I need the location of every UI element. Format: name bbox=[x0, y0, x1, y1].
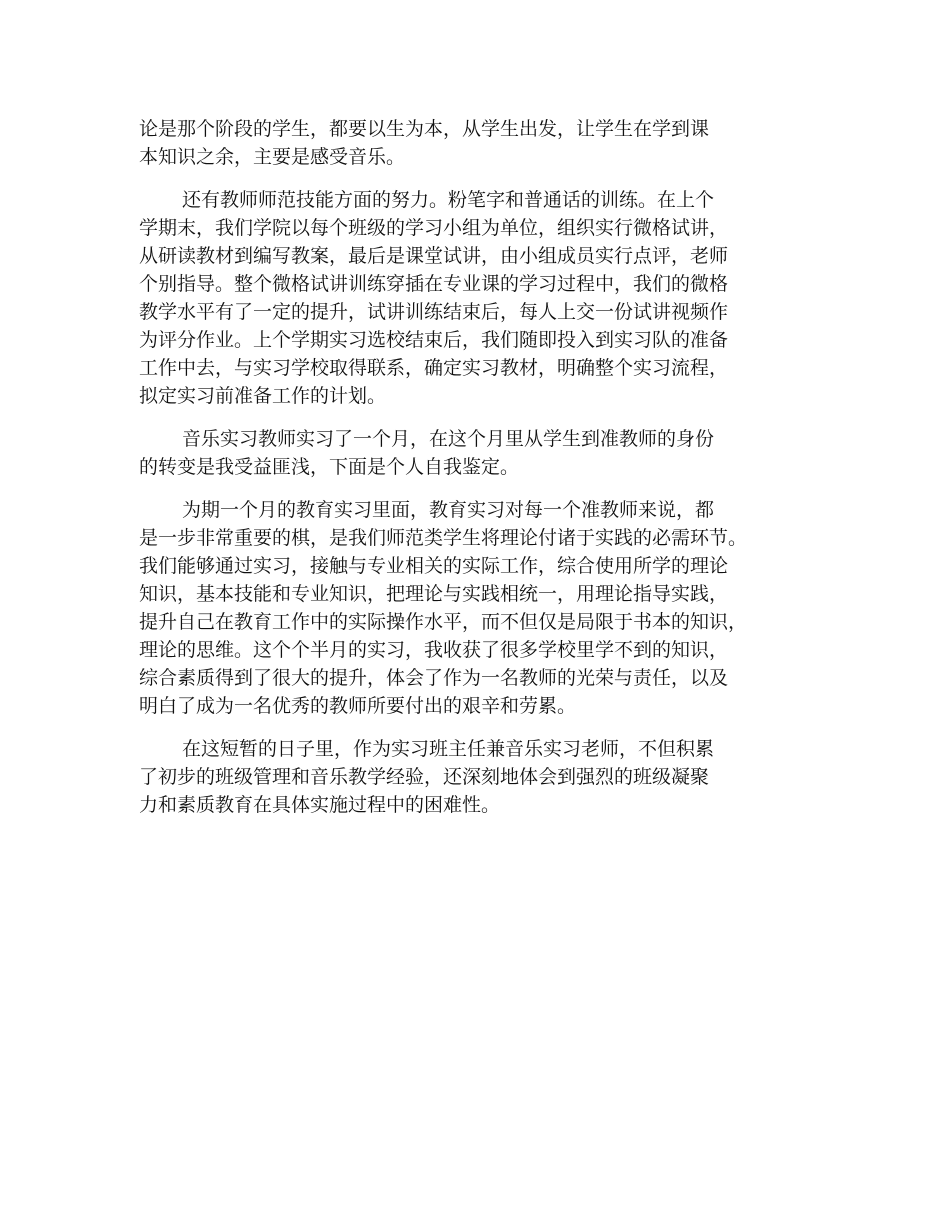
text-line: 为评分作业。上个学期实习选校结束后，我们随即投入到实习队的准备 bbox=[139, 329, 729, 351]
text-line: 我们能够通过实习，接触与专业相关的实际工作，综合使用所学的理论 bbox=[139, 555, 729, 577]
text-line: 了初步的班级管理和音乐教学经验，还深刻地体会到强烈的班级凝聚 bbox=[139, 766, 710, 788]
paragraph-5 bbox=[139, 735, 789, 819]
text-line: 学期末，我们学院以每个班级的学习小组为单位，组织实行微格试讲， bbox=[139, 217, 729, 239]
text-line: 力和素质教育在具体实施过程中的困难性。 bbox=[139, 794, 501, 816]
text-line: 从研读教材到编写教案，最后是课堂试讲，由小组成员实行点评，老师 bbox=[139, 245, 729, 267]
text-line: 为期一个月的教育实习里面，教育实习对每一个准教师来说，都 bbox=[182, 499, 715, 521]
paragraph-4 bbox=[139, 496, 789, 720]
paragraph-3 bbox=[139, 425, 789, 481]
document-body bbox=[139, 115, 789, 834]
text-line: 还有教师师范技能方面的努力。粉笔字和普通话的训练。在上个 bbox=[182, 189, 715, 211]
text-line: 是一步非常重要的棋，是我们师范类学生将理论付诸于实践的必需环节。 bbox=[139, 527, 748, 549]
text-line: 拟定实习前准备工作的计划。 bbox=[139, 385, 387, 407]
text-line: 在这短暂的日子里，作为实习班主任兼音乐实习老师，不但积累 bbox=[182, 738, 715, 760]
text-line: 明白了成为一名优秀的教师所要付出的艰辛和劳累。 bbox=[139, 695, 577, 717]
text-line: 提升自己在教育工作中的实际操作水平，而不但仅是局限于书本的知识， bbox=[139, 611, 748, 633]
text-line: 音乐实习教师实习了一个月，在这个月里从学生到准教师的身份 bbox=[182, 428, 715, 450]
text-line: 论是那个阶段的学生，都要以生为本，从学生出发，让学生在学到课 bbox=[139, 118, 710, 140]
text-line: 本知识之余，主要是感受音乐。 bbox=[139, 146, 406, 168]
text-line: 教学水平有了一定的提升，试讲训练结束后，每人上交一份试讲视频作 bbox=[139, 301, 729, 323]
text-line: 工作中去，与实习学校取得联系，确定实习教材，明确整个实习流程， bbox=[139, 357, 729, 379]
paragraph-1 bbox=[139, 115, 789, 171]
text-line: 综合素质得到了很大的提升，体会了作为一名教师的光荣与责任，以及 bbox=[139, 667, 729, 689]
text-line: 个别指导。整个微格试讲训练穿插在专业课的学习过程中，我们的微格 bbox=[139, 273, 729, 295]
text-line: 理论的思维。这个个半月的实习，我收获了很多学校里学不到的知识， bbox=[139, 639, 729, 661]
text-line: 知识，基本技能和专业知识，把理论与实践相统一，用理论指导实践， bbox=[139, 583, 729, 605]
text-line: 的转变是我受益匪浅，下面是个人自我鉴定。 bbox=[139, 456, 520, 478]
paragraph-2 bbox=[139, 186, 789, 410]
